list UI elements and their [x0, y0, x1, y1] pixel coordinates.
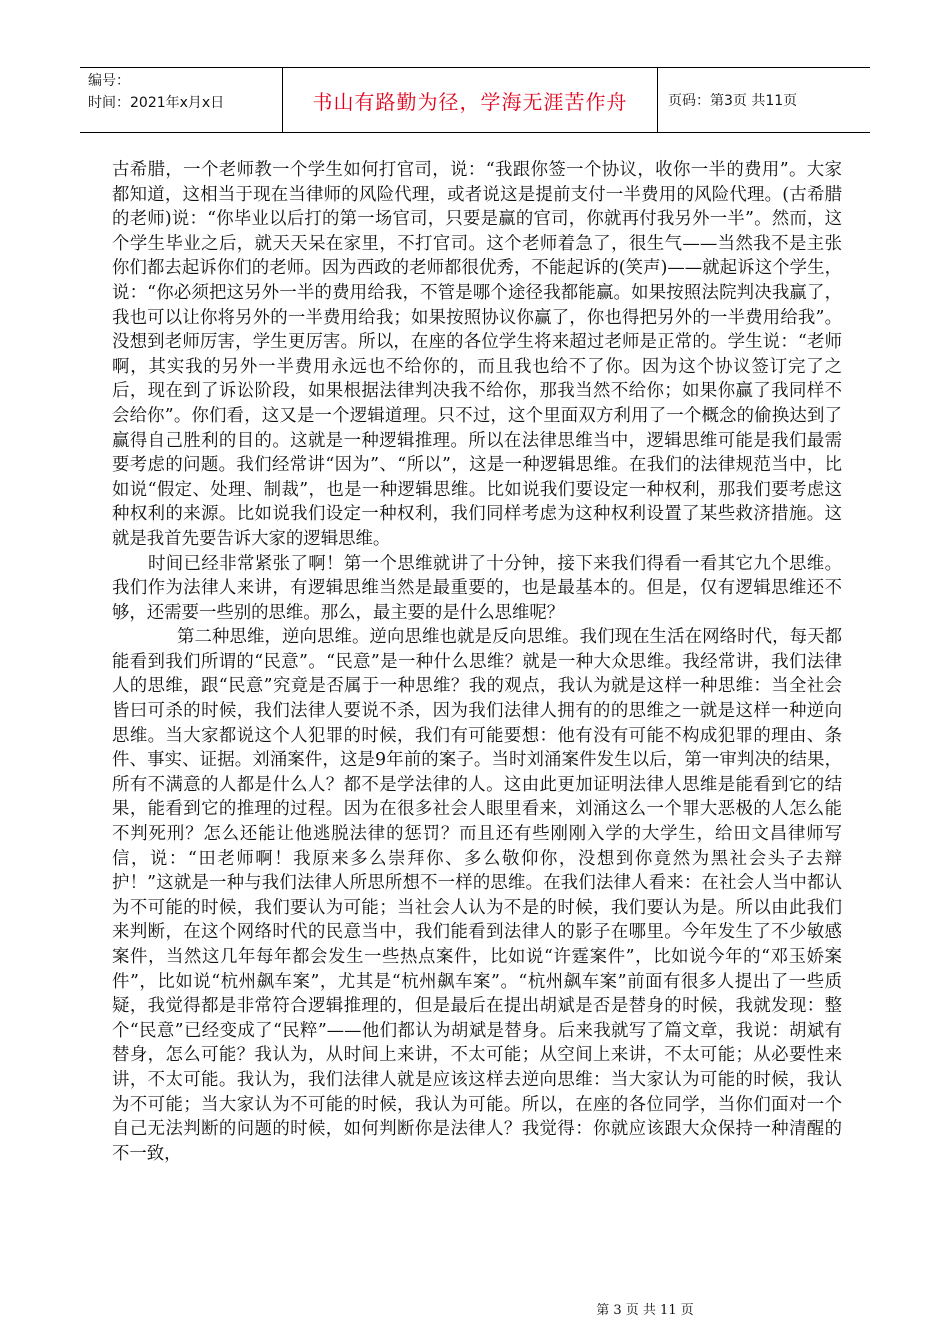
document-body — [112, 158, 842, 1166]
header-page-info: 页码：第3页 共11页 — [668, 93, 798, 109]
document-number-label: 编号： — [88, 73, 130, 89]
page-footer: 第 3 页 共 11 页 — [596, 1303, 694, 1318]
page-header — [80, 67, 870, 133]
header-motto: 书山有路勤为径，学海无涯苦作舟 — [283, 68, 658, 132]
body-paragraph: 时间已经非常紧张了啊！第一个思维就讲了十分钟，接下来我们得看一看其它九个思维。我们作为法律人来讲，有逻辑思维当然是最重要的，也是最基本的。但是，仅有逻辑思维还不够，还需要一些别的思维。那么，最主要的是什么思维呢？ — [112, 553, 842, 623]
header-meta — [80, 68, 283, 132]
document-date: 时间：2021年x月x日 — [88, 95, 225, 111]
body-paragraph: 古希腊，一个老师教一个学生如何打官司，说：“我跟你签一个协议，收你一半的费用”。大家都知道，这相当于现在当律师的风险代理，或者说这是提前支付一半费用的风险代理。(古希腊的老师)说：“你毕业以后打的第一场官司，只要是赢的官司，你就再付我另外一半”。然而，这个学生毕业之后，就天天呆在家里，不打官司。这个老师着急了，很生气——当然我不是主张你们都去起诉你们的老师。因为西政的老师都很优秀，不能起诉的(笑声)——就起诉这个学生，说：“你必须把这另外一半的费用给我，不管是哪个途径我都能赢。如果按照法院判决我赢了，我也可以让你将另外的一半费用给我；如果按照协议你赢了，你也得把另外的一半费用给我”。没想到老师厉害，学生更厉害。所以，在座的各位学生将来超过老师是正常的。学生说：“老师啊，其实我的另外一半费用永远也不给你的，而且我也给不了你。因为这个协议签订完了之后，现在到了诉讼阶段，如果根据法律判决我不给你，那我当然不给你；如果你赢了我同样不会给你”。你们看，这又是一个逻辑道理。只不过，这个里面双方利用了一个概念的偷换达到了赢得自己胜利的目的。这就是一种逻辑推理。所以在法律思维当中，逻辑思维可能是我们最需要考虑的问题。我们经常讲“因为”、“所以”，这是一种逻辑思维。在我们的法律规范当中，比如说“假定、处理、制裁”，也是一种逻辑思维。比如说我们要设定一种权利，那我们要考虑这种权利的来源。比如说我们设定一种权利，我们同样考虑为这种权利设置了某些救济措施。这就是我首先要告诉大家的逻辑思维。 — [112, 160, 842, 549]
body-paragraph: 第二种思维，逆向思维。逆向思维也就是反向思维。我们现在生活在网络时代，每天都能看到我们所谓的“民意”。“民意”是一种什么思维？就是一种大众思维。我经常讲，我们法律人的思维，跟“民意”究竟是否属于一种思维？我的观点，我认为就是这样一种思维：当全社会皆曰可杀的时候，我们法律人要说不杀，因为我们法律人拥有的的思维之一就是这样一种逆向思维。当大家都说这个人犯罪的时候，我们有可能要想：他有没有可能不构成犯罪的理由、条件、事实、证据。刘涌案件，这是9年前的案子。当时刘涌案件发生以后，第一审判决的结果，所有不满意的人都是什么人？都不是学法律的人。这由此更加证明法律人思维是能看到它的结果，能看到它的推理的过程。因为在很多社会人眼里看来，刘涌这么一个罪大恶极的人怎么能不判死刑？怎么还能让他逃脱法律的惩罚？而且还有些刚刚入学的大学生，给田文昌律师写信，说：“田老师啊！我原来多么崇拜你、多么敬仰你，没想到你竟然为黑社会头子去辩护！”这就是一种与我们法律人所思所想不一样的思维。在我们法律人看来：在社会人当中都认为不可能的时候，我们要认为可能；当社会人认为不是的时候，我们要认为是。所以由此我们来判断，在这个网络时代的民意当中，我们能看到法律人的影子在哪里。今年发生了不少敏感案件，当然这几年每年都会发生一些热点案件，比如说“许霆案件”，比如说今年的“邓玉娇案件”，比如说“杭州飙车案”，尤其是“杭州飙车案”。“杭州飙车案”前面有很多人提出了一些质疑，我觉得都是非常符合逻辑推理的，但是最后在提出胡斌是否是替身的时候，我就发现：整个“民意”已经变成了“民粹”——他们都认为胡斌是替身。后来我就写了篇文章，我说：胡斌有替身，怎么可能？我认为，从时间上来讲，不太可能；从空间上来讲，不太可能；从必要性来讲，不太可能。我认为，我们法律人就是应该这样去逆向思维：当大家认为可能的时候，我认为不可能；当大家认为不可能的时候，我认为可能。所以，在座的各位同学，当你们面对一个自己无法判断的问题的时候，如何判断你是法律人？我觉得：你就应该跟大众保持一种清醒的不一致， — [112, 627, 842, 1164]
